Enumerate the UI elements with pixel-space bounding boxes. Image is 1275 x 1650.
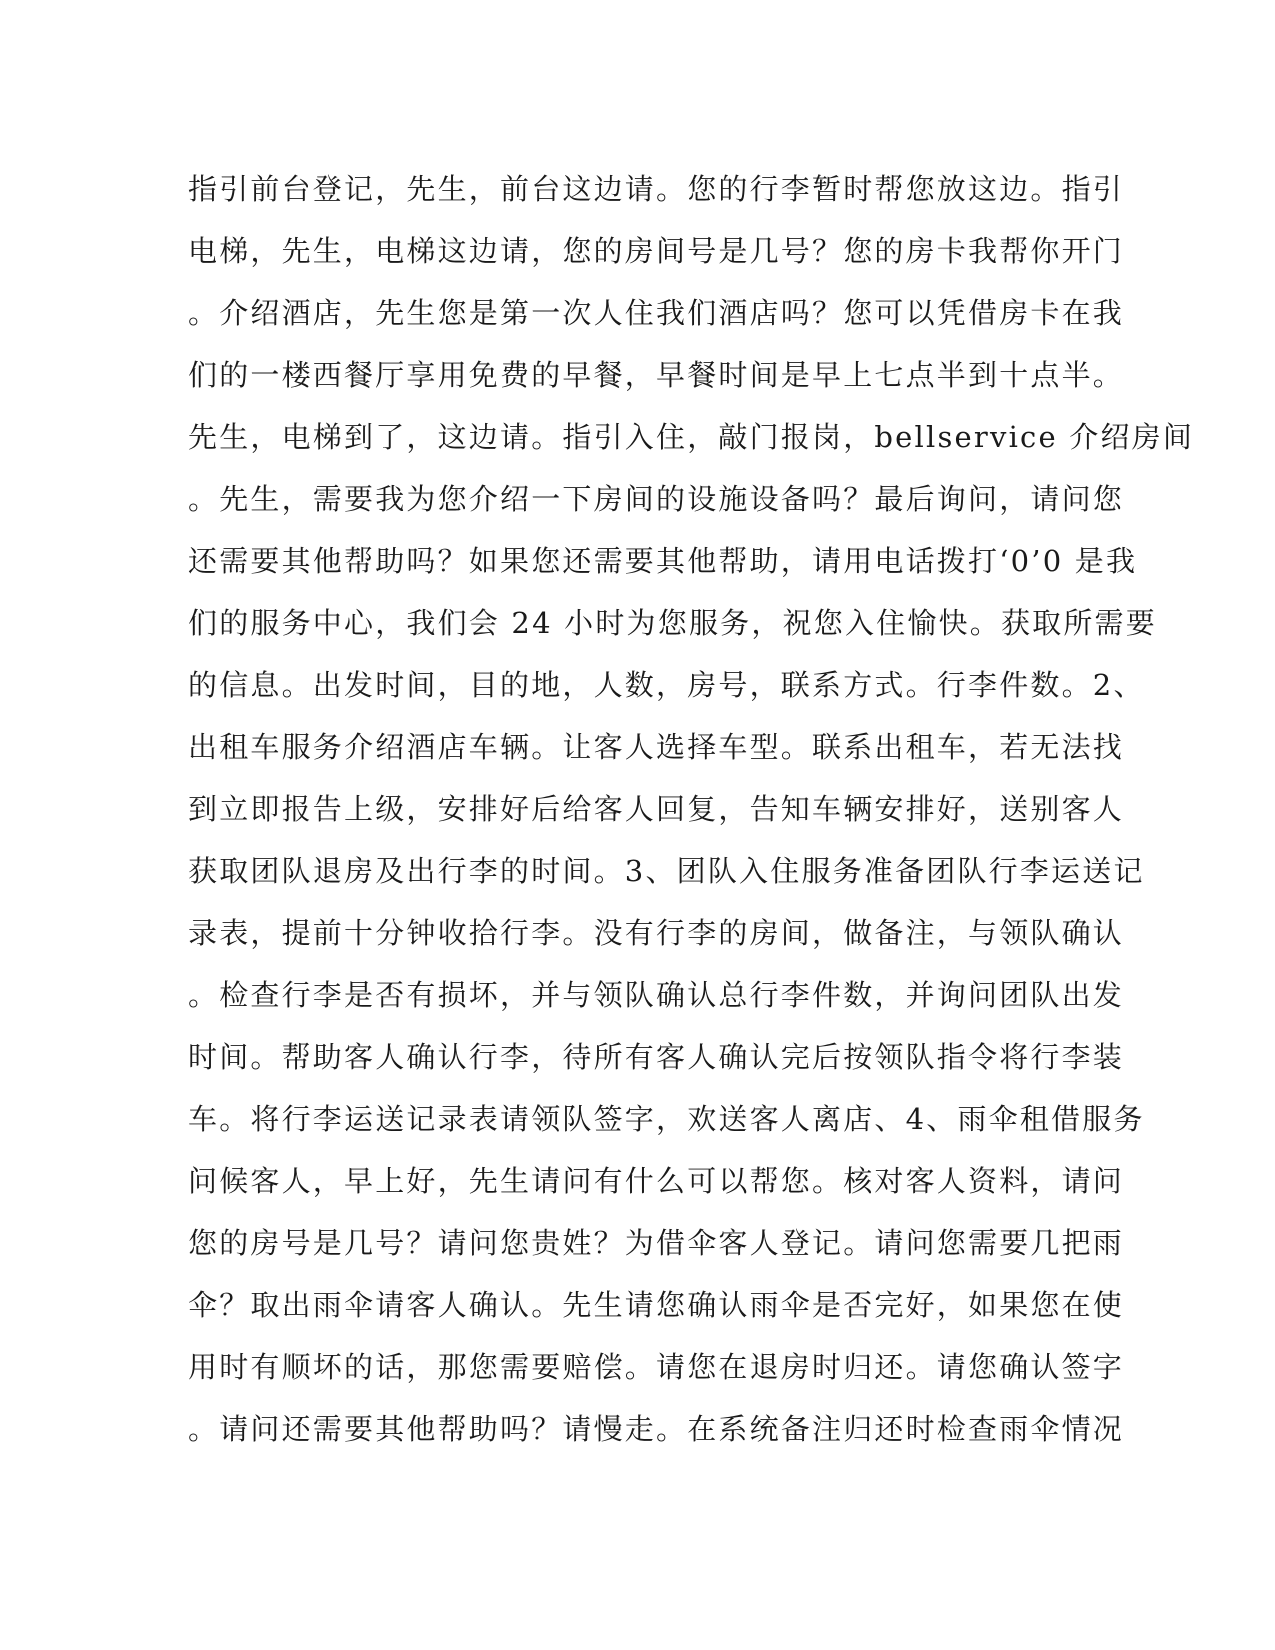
text-line: 。先生，需要我为您介绍一下房间的设施设备吗？最后询问，请问您 bbox=[188, 482, 1125, 516]
text-line: 。检查行李是否有损坏，并与领队确认总行李件数，并询问团队出发 bbox=[188, 978, 1125, 1012]
text-line: 还需要其他帮助吗？如果您还需要其他帮助，请用电话拨打‘0’0 是我 bbox=[188, 544, 1138, 578]
text-line: 出租车服务介绍酒店车辆。让客人选择车型。联系出租车，若无法找 bbox=[188, 730, 1125, 764]
text-line: 用时有顺坏的话，那您需要赔偿。请您在退房时归还。请您确认签字 bbox=[188, 1350, 1125, 1384]
text-line: 时间。帮助客人确认行李，待所有客人确认完后按领队指令将行李装 bbox=[188, 1040, 1125, 1074]
text-line: 电梯，先生，电梯这边请，您的房间号是几号？您的房卡我帮你开门 bbox=[188, 234, 1125, 268]
text-line: 。请问还需要其他帮助吗？请慢走。在系统备注归还时检查雨伞情况 bbox=[188, 1412, 1125, 1446]
text-line: 先生，电梯到了，这边请。指引入住，敲门报岗，bellservice 介绍房间 bbox=[188, 420, 1195, 454]
text-line: 指引前台登记，先生，前台这边请。您的行李暂时帮您放这边。指引 bbox=[188, 172, 1125, 206]
text-line: 。介绍酒店，先生您是第一次人住我们酒店吗？您可以凭借房卡在我 bbox=[188, 296, 1125, 330]
text-line: 录表，提前十分钟收拾行李。没有行李的房间，做备注，与领队确认 bbox=[188, 916, 1125, 950]
text-line: 车。将行李运送记录表请领队签字，欢送客人离店、4、雨伞租借服务 bbox=[188, 1102, 1145, 1136]
text-line: 的信息。出发时间，目的地，人数，房号，联系方式。行李件数。2、 bbox=[188, 668, 1145, 702]
text-line: 获取团队退房及出行李的时间。3、团队入住服务准备团队行李运送记 bbox=[188, 854, 1145, 888]
body-text bbox=[188, 158, 1195, 1460]
text-line: 们的服务中心，我们会 24 小时为您服务，祝您入住愉快。获取所需要 bbox=[188, 606, 1157, 640]
text-line: 们的一楼西餐厅享用免费的早餐，早餐时间是早上七点半到十点半。 bbox=[188, 358, 1125, 392]
text-line: 伞？取出雨伞请客人确认。先生请您确认雨伞是否完好，如果您在使 bbox=[188, 1288, 1125, 1322]
text-line: 问候客人，早上好，先生请问有什么可以帮您。核对客人资料，请问 bbox=[188, 1164, 1125, 1198]
text-line: 到立即报告上级，安排好后给客人回复，告知车辆安排好，送别客人 bbox=[188, 792, 1125, 826]
text-line: 您的房号是几号？请问您贵姓？为借伞客人登记。请问您需要几把雨 bbox=[188, 1226, 1125, 1260]
